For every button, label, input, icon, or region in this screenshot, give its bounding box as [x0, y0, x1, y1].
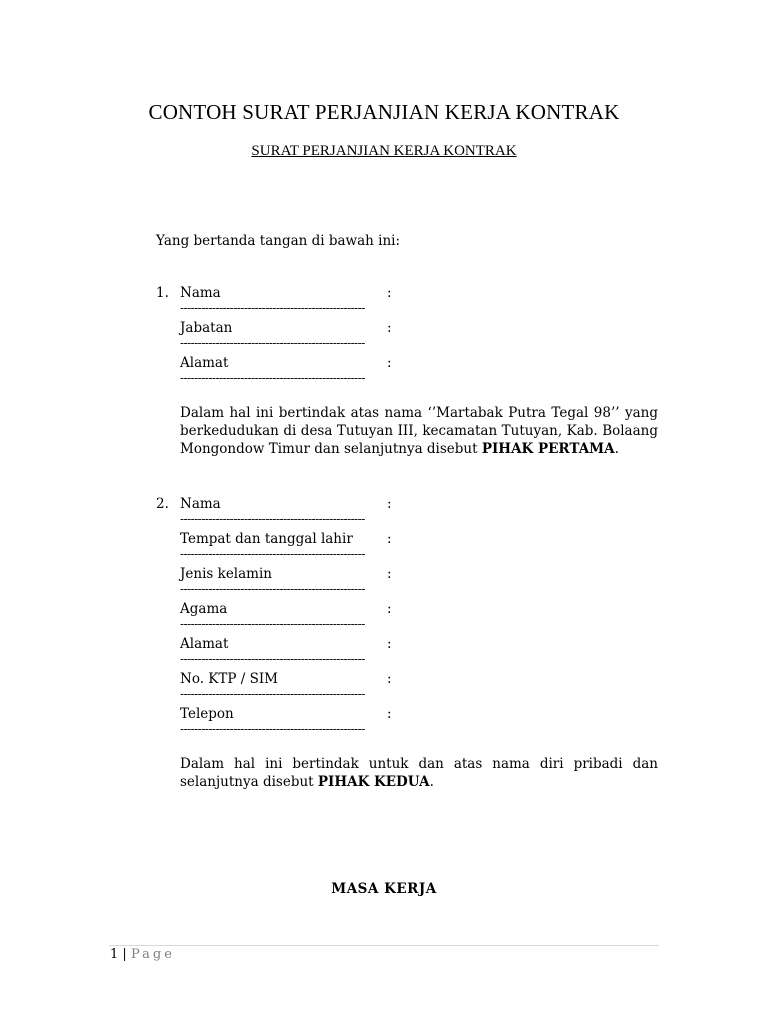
- field-row: [180, 496, 658, 514]
- field-row: [180, 566, 658, 584]
- intro-text: Yang bertanda tangan di bawah ini:: [156, 233, 401, 249]
- field-colon: :: [387, 285, 392, 301]
- party-1-fields: [180, 285, 658, 390]
- party-1-paragraph-end: .: [614, 441, 619, 457]
- party-2-section: [156, 496, 658, 791]
- field-colon: :: [387, 636, 392, 652]
- field-label: Alamat: [180, 355, 229, 371]
- field-colon: :: [387, 496, 392, 512]
- party-2-fields: [180, 496, 658, 741]
- field-underline: ----------------------------------------------------: [180, 337, 365, 350]
- field-label: Alamat: [180, 636, 229, 652]
- field-underline: ----------------------------------------------------: [180, 653, 365, 666]
- party-1-paragraph-text: Dalam hal ini bertindak atas nama ‘’Martabak Putra Tegal 98’’ yang berkedudukan di desa Tutuyan III, kecamatan Tutuyan, Kab. Bolaang Mongondow Timur dan selanjutnya disebut: [180, 405, 658, 457]
- page-word: Page: [130, 947, 175, 962]
- field-row: [180, 671, 658, 689]
- field-colon: :: [387, 355, 392, 371]
- field-colon: :: [387, 320, 392, 336]
- field-underline: ----------------------------------------------------: [180, 583, 365, 596]
- field-label: Tempat dan tanggal lahir: [180, 531, 353, 547]
- field-row: [180, 636, 658, 654]
- party-2-number: 2.: [156, 496, 169, 512]
- field-underline: ----------------------------------------------------: [180, 548, 365, 561]
- document-subtitle: SURAT PERJANJIAN KERJA KONTRAK: [251, 143, 517, 159]
- field-label: Agama: [180, 601, 228, 617]
- field-label: No. KTP / SIM: [180, 671, 278, 687]
- field-label: Telepon: [180, 706, 234, 722]
- party-1-section: [156, 285, 658, 458]
- field-colon: :: [387, 566, 392, 582]
- field-row: [180, 285, 658, 303]
- field-underline: ----------------------------------------------------: [180, 372, 365, 385]
- party-1-paragraph: [180, 404, 658, 458]
- field-colon: :: [387, 706, 392, 722]
- party-2-paragraph: [180, 755, 658, 791]
- page-number: 1: [110, 947, 119, 962]
- footer-divider: [109, 945, 659, 946]
- field-colon: :: [387, 601, 392, 617]
- field-label: Nama: [180, 496, 221, 512]
- field-underline: ----------------------------------------------------: [180, 302, 365, 315]
- section-heading: MASA KERJA: [331, 881, 437, 897]
- field-label: Nama: [180, 285, 221, 301]
- field-label: Jenis kelamin: [180, 566, 272, 582]
- party-1-number: 1.: [156, 285, 169, 301]
- party-2-role: PIHAK KEDUA: [317, 774, 430, 790]
- field-underline: ----------------------------------------------------: [180, 513, 365, 526]
- field-row: [180, 601, 658, 619]
- field-underline: ----------------------------------------------------: [180, 723, 365, 736]
- field-colon: :: [387, 531, 392, 547]
- party-2-paragraph-text: Dalam hal ini bertindak untuk dan atas nama diri pribadi dan selanjutnya disebut: [180, 756, 658, 790]
- field-row: [180, 355, 658, 373]
- field-row: [180, 706, 658, 724]
- field-colon: :: [387, 671, 392, 687]
- party-2-paragraph-end: .: [429, 774, 434, 790]
- document-title: CONTOH SURAT PERJANJIAN KERJA KONTRAK: [148, 100, 620, 124]
- field-underline: ----------------------------------------------------: [180, 688, 365, 701]
- field-row: [180, 531, 658, 549]
- field-underline: ----------------------------------------------------: [180, 618, 365, 631]
- field-row: [180, 320, 658, 338]
- party-1-role: PIHAK PERTAMA: [481, 441, 615, 457]
- page-footer: [110, 947, 175, 962]
- field-label: Jabatan: [180, 320, 233, 336]
- footer-separator: |: [122, 947, 127, 962]
